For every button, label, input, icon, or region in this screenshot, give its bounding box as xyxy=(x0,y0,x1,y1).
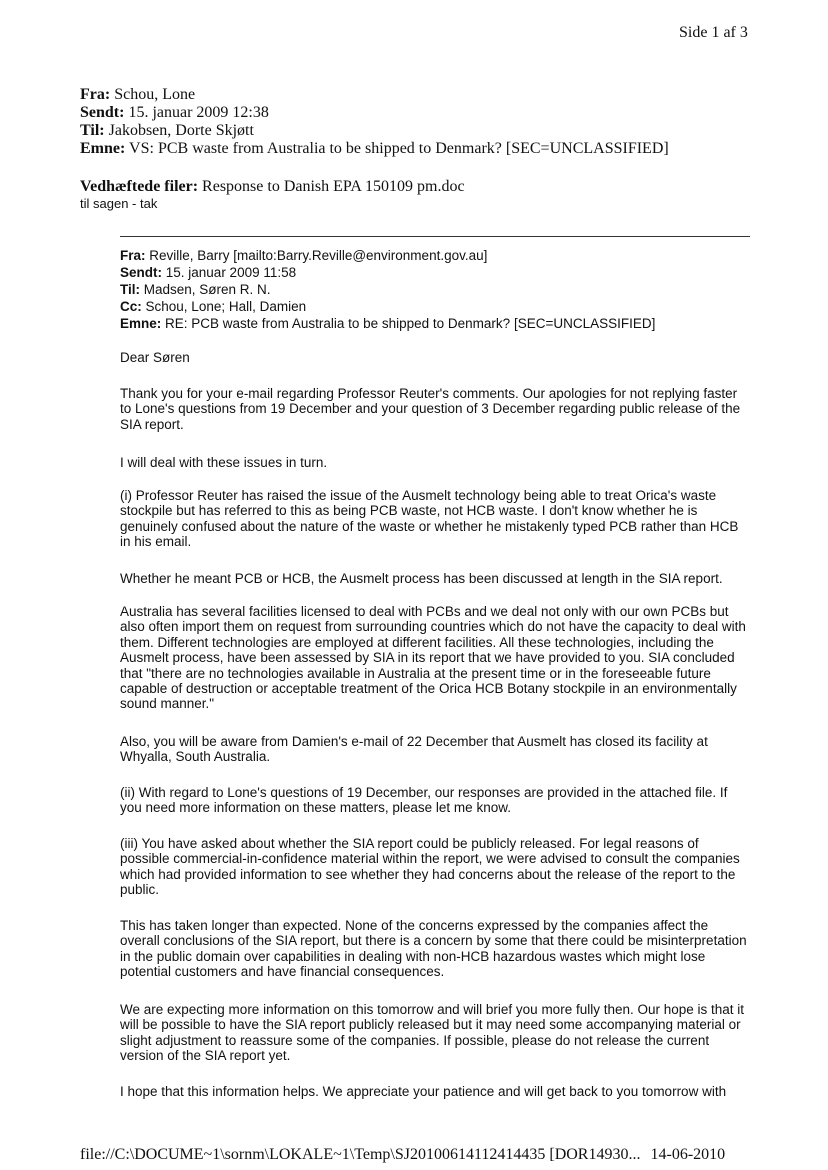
header-subject xyxy=(80,140,669,158)
body-paragraph: Thank you for your e-mail regarding Professor Reuter's comments. Our apologies for not replying faster to Lone's questions from 19 December and your question of 3 December regarding public release of the SIA report. xyxy=(120,386,741,432)
forwarded-from-label: Fra: xyxy=(120,248,146,263)
forwarded-to-value: Madsen, Søren R. N. xyxy=(143,282,271,297)
footer-date: 14-06-2010 xyxy=(650,1146,726,1163)
forwarded-from-value: Reville, Barry [mailto:Barry.Reville@environment.gov.au] xyxy=(149,248,488,263)
body-paragraph: (ii) With regard to Lone's questions of 19 December, our responses are provided in the attached file. If you need more information on these matters, please let me know. xyxy=(120,785,728,816)
forwarded-cc-value: Schou, Lone; Hall, Damien xyxy=(145,299,307,314)
separator-line xyxy=(120,236,750,237)
body-paragraph: (i) Professor Reuter has raised the issue of the Ausmelt technology being able to treat Orica's waste stockpile but has referred to this as being PCB waste, not HCB waste. I don't know whether he is genuinely confused about the nature of the waste or whether he mistakenly typed PCB rather than HCB in his email. xyxy=(120,488,739,550)
body-paragraph: (iii) You have asked about whether the SIA report could be publicly released. For legal reasons of possible commercial-in-confidence material within the report, we were advised to consult the companies which had provided information to see whether they had concerns about the release of the report to the public. xyxy=(120,836,740,898)
forwarded-subject xyxy=(120,315,655,332)
forwarded-sent-value: 15. januar 2009 11:58 xyxy=(165,265,297,280)
body-paragraph: Australia has several facilities licensed to deal with PCBs and we deal not only with our own PCBs but also often import them on request from surrounding countries which do not have the capacity to deal with them. Different technologies are employed at different facilities. All these technologies, including the Ausmelt process, have been assessed by SIA in its report that we have provided to you. SIA concluded that "there are no technologies available in Australia at the present time or in the foreseeable future capable of destruction or acceptable treatment of the Orica HCB Botany stockpile in an environmentally sound manner." xyxy=(120,604,746,712)
header-sent-value: 15. januar 2009 12:38 xyxy=(128,104,269,121)
header-from xyxy=(80,86,195,104)
forwarded-subject-label: Emne: xyxy=(120,316,162,331)
header-sent-label: Sendt: xyxy=(80,104,125,121)
header-to-value: Jakobsen, Dorte Skjøtt xyxy=(108,122,254,139)
forwarded-to xyxy=(120,281,271,298)
body-paragraph: Also, you will be aware from Damien's e-mail of 22 December that Ausmelt has closed its facility at Whyalla, South Australia. xyxy=(120,734,708,765)
header-from-label: Fra: xyxy=(80,86,111,103)
forwarded-sent-label: Sendt: xyxy=(120,265,162,280)
body-paragraph: This has taken longer than expected. None of the concerns expressed by the companies affect the overall conclusions of the SIA report, but there is a concern by some that there could be misinterpretation in the public domain over capabilities in dealing with non-HCB hazardous wastes which might lose potential customers and have financial consequences. xyxy=(120,918,747,980)
forwarded-to-label: Til: xyxy=(120,282,140,297)
forwarded-from xyxy=(120,247,487,264)
header-to xyxy=(80,122,254,140)
header-sent xyxy=(80,104,269,122)
body-paragraph: I hope that this information helps. We appreciate your patience and will get back to you tomorrow with xyxy=(120,1084,727,1099)
header-to-label: Til: xyxy=(80,122,105,139)
attachment-file[interactable]: Response to Danish EPA 150109 pm.doc xyxy=(202,178,465,195)
forwarded-cc xyxy=(120,298,306,315)
header-subject-label: Emne: xyxy=(80,140,126,157)
footer-path: file://C:\DOCUME~1\sornm\LOKALE~1\Temp\SJ20100614112414435 [DOR14930... xyxy=(80,1146,641,1163)
greeting: Dear Søren xyxy=(120,350,190,365)
header-attachments xyxy=(80,178,465,196)
note-text: til sagen - tak xyxy=(80,196,158,211)
forwarded-subject-value: RE: PCB waste from Australia to be shipped to Denmark? [SEC=UNCLASSIFIED] xyxy=(165,316,656,331)
forwarded-sent xyxy=(120,264,296,281)
header-attachments-label: Vedhæftede filer: xyxy=(80,178,199,195)
body-paragraph: We are expecting more information on this tomorrow and will brief you more fully then. Our hope is that it will be possible to have the SIA report publicly released but it may need some accompanying material or slight adjustment to reassure some of the companies. If possible, please do not release the current version of the SIA report yet. xyxy=(120,1002,745,1064)
footer xyxy=(80,1146,735,1164)
header-from-value: Schou, Lone xyxy=(114,86,196,103)
forwarded-cc-label: Cc: xyxy=(120,299,142,314)
body-paragraph: Whether he meant PCB or HCB, the Ausmelt process has been discussed at length in the SIA report. xyxy=(120,571,723,586)
header-subject-value: VS: PCB waste from Australia to be shipped to Denmark? [SEC=UNCLASSIFIED] xyxy=(129,140,669,157)
page-number: Side 1 af 3 xyxy=(679,24,748,41)
body-paragraph: I will deal with these issues in turn. xyxy=(120,455,328,470)
